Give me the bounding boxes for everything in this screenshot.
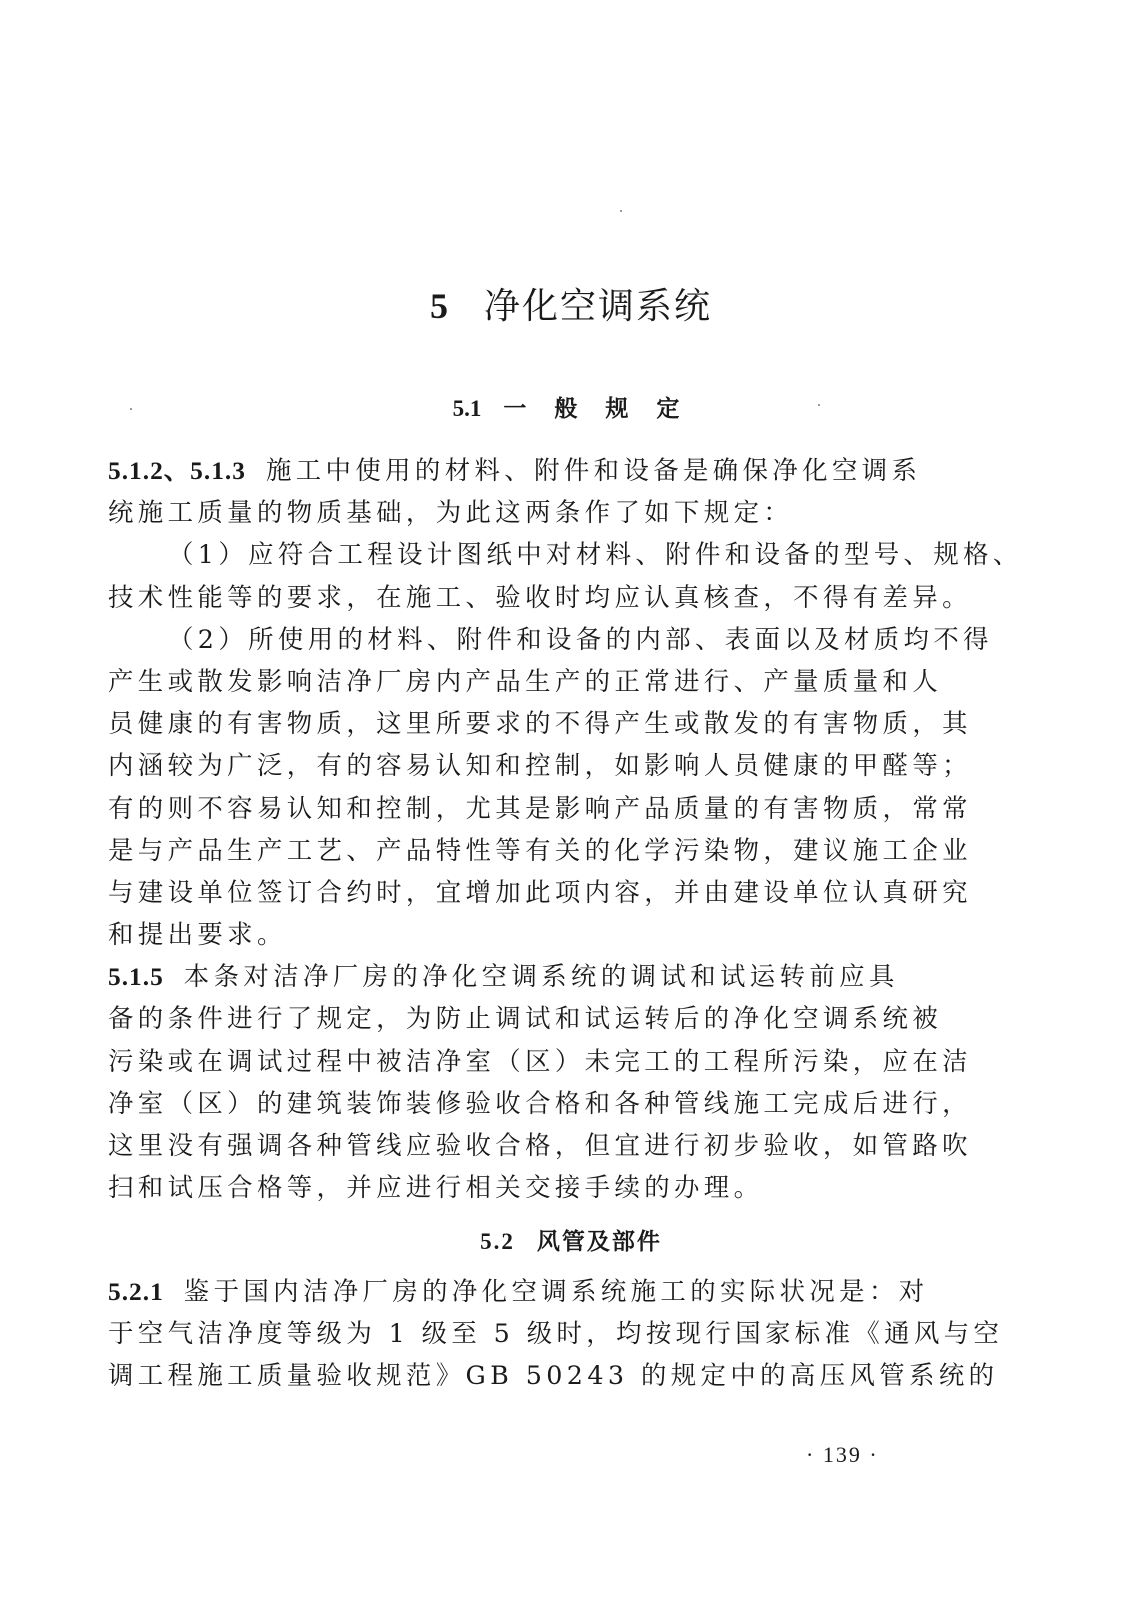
paragraph-line: 员健康的有害物质，这里所要求的不得产生或散发的有害物质，其: [108, 708, 972, 739]
paragraph-line: 统施工质量的物质基础，为此这两条作了如下规定：: [108, 497, 794, 528]
section-number: 5.1: [452, 396, 482, 421]
paragraph-line: 扫和试压合格等，并应进行相关交接手续的办理。: [108, 1172, 764, 1203]
clause-number: 5.2.1: [108, 1278, 164, 1306]
paragraph-line: 技术性能等的要求，在施工、验收时均应认真核查，不得有差异。: [108, 581, 972, 612]
page-number: · 139 ·: [806, 1442, 879, 1467]
paragraph-line: [108, 449, 922, 491]
scan-speck: [130, 408, 132, 410]
section-title-text: 风管及部件: [536, 1228, 662, 1255]
section-heading-5-2: [0, 1223, 1142, 1256]
section-heading-5-1: [0, 390, 1142, 423]
section-number: 5.2: [480, 1229, 515, 1254]
paragraph-line: （2）所使用的材料、附件和设备的内部、表面以及材质均不得: [168, 623, 993, 654]
section-title-text: 一 般 规 定: [503, 395, 690, 422]
paragraph-line: 于空气洁净度等级为 1 级至 5 级时，均按现行国家标准《通风与空: [108, 1318, 1004, 1349]
paragraph-line: 是与产品生产工艺、产品特性等有关的化学污染物，建议施工企业: [108, 834, 972, 865]
chapter-title-text: 净化空调系统: [483, 286, 712, 327]
paragraph-line: 这里没有强调各种管线应验收合格，但宜进行初步验收，如管路吹: [108, 1130, 972, 1160]
paragraph-line: [108, 955, 899, 997]
scan-speck: [818, 404, 820, 406]
paragraph-line: 产生或散发影响洁净厂房内产品生产的正常进行、产量质量和人: [108, 665, 943, 696]
section-5-2-body: [108, 1270, 1004, 1397]
clause-number: 5.1.2、5.1.3: [108, 457, 246, 485]
paragraph-line: （1）应符合工程设计图纸中对材料、附件和设备的型号、规格、: [168, 539, 1023, 570]
line-text: 鉴于国内洁净厂房的净化空调系统施工的实际状况是：对: [183, 1276, 929, 1306]
clause-number: 5.1.5: [108, 963, 164, 992]
paragraph-line: 净室（区）的建筑装饰装修验收合格和各种管线施工完成后进行，: [108, 1087, 972, 1118]
paragraph-line: 和提出要求。: [108, 919, 287, 950]
paragraph-line: 备的条件进行了规定，为防止调试和试运转后的净化空调系统被: [108, 1003, 943, 1034]
chapter-title: [0, 278, 1142, 329]
line-text: 本条对洁净厂房的净化空调系统的调试和试运转前应具: [183, 961, 899, 992]
chapter-number: 5: [429, 286, 450, 326]
line-text: 施工中使用的材料、附件和设备是确保净化空调系: [265, 455, 922, 485]
paragraph-line: 内涵较为广泛，有的容易认知和控制，如影响人员健康的甲醛等；: [108, 750, 972, 781]
paragraph-line: 与建设单位签订合约时，宜增加此项内容，并由建设单位认真研究: [108, 876, 972, 907]
scan-speck: [620, 210, 622, 212]
paragraph-line: 污染或在调试过程中被洁净室（区）未完工的工程所污染，应在洁: [108, 1045, 972, 1076]
paragraph-line: [108, 1270, 929, 1312]
section-5-1-body: [108, 449, 1023, 1208]
paragraph-line: 有的则不容易认知和控制，尤其是影响产品质量的有害物质，常常: [108, 792, 972, 823]
paragraph-line: 调工程施工质量验收规范》GB 50243 的规定中的高压风管系统的: [108, 1360, 999, 1391]
